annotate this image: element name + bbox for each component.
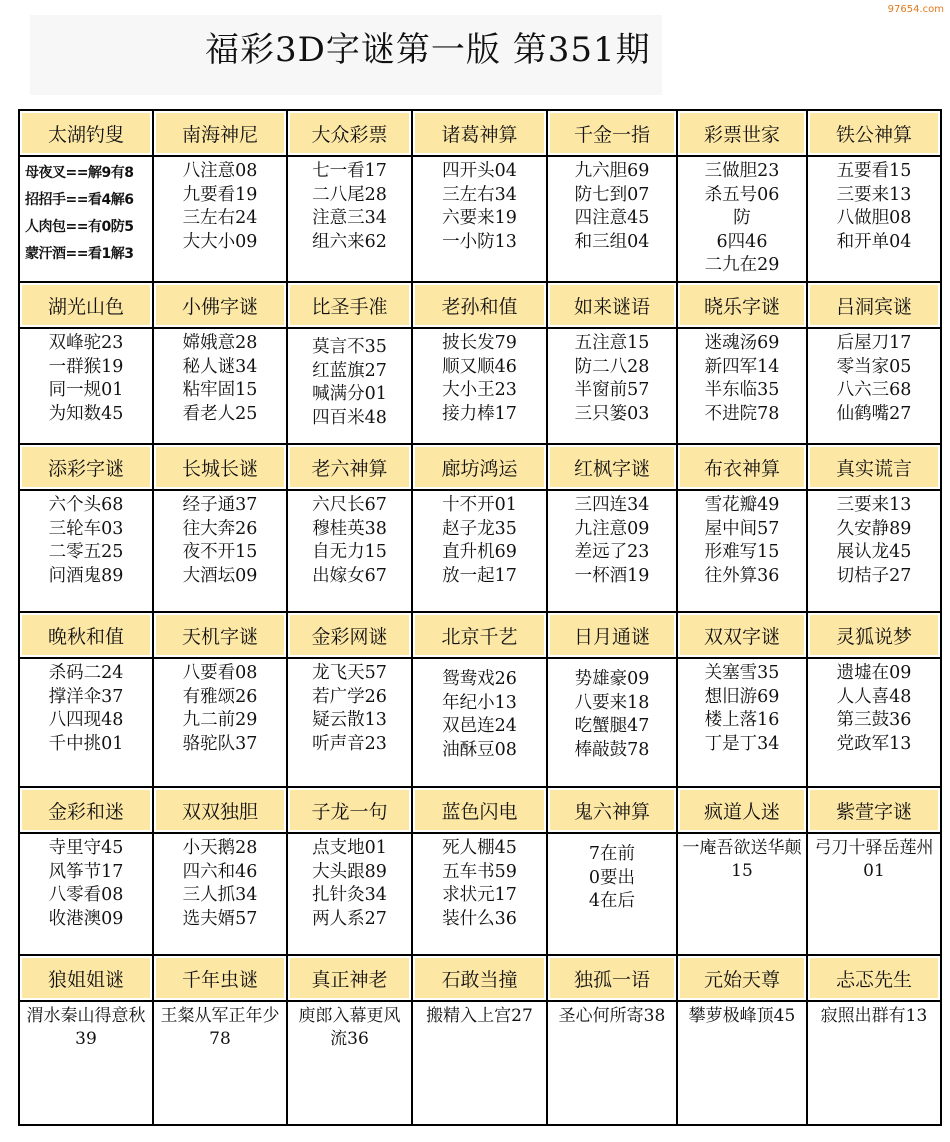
riddle-cell	[807, 1001, 941, 1125]
riddle-line: 五注意15	[574, 333, 650, 353]
riddle-line: 为知数45	[48, 403, 124, 424]
column-header-label: 蓝色闪电	[415, 790, 544, 830]
column-header-cell	[547, 282, 677, 328]
content-row	[19, 1001, 941, 1125]
column-header-cell	[677, 282, 807, 328]
column-header-cell	[153, 955, 287, 1001]
riddle-cell	[412, 156, 547, 282]
column-header-cell	[547, 612, 677, 658]
riddle-line: 风筝节17	[48, 861, 124, 882]
riddle-line: 半窗前57	[574, 380, 650, 400]
column-header-label: 真实谎言	[810, 447, 938, 487]
riddle-line: 疑云散13	[312, 710, 387, 730]
riddle-line: 八做胆08	[836, 208, 912, 228]
riddle-line: 粘牢固15	[182, 380, 258, 400]
riddle-cell	[807, 833, 941, 955]
column-header-label: 天机字谜	[156, 615, 284, 655]
column-header-cell	[412, 787, 547, 833]
column-header-label: 金彩网谜	[290, 615, 409, 655]
column-header-label: 紫萱字谜	[810, 790, 938, 830]
riddle-line: 六个头68	[48, 495, 124, 515]
riddle-line: 蒙汗酒==看1解3	[25, 246, 134, 262]
riddle-line: 大大小09	[182, 231, 258, 252]
column-header-cell	[807, 612, 941, 658]
riddle-line: 三左右24	[182, 208, 258, 228]
riddle-line: 新四军14	[704, 356, 780, 377]
riddle-line: 一杯酒19	[574, 565, 650, 586]
riddle-line: 往大奔26	[182, 518, 258, 539]
riddle-line: 一小防13	[442, 231, 517, 252]
header-row	[19, 612, 941, 658]
riddle-line: 防二八28	[574, 356, 650, 377]
header-row	[19, 282, 941, 328]
riddle-line: 双峰驼23	[48, 333, 124, 353]
riddle-line: 有雅颂26	[182, 686, 258, 707]
riddle-line: 双邑连24	[442, 716, 517, 736]
riddle-line: 棒敲鼓78	[574, 739, 650, 760]
riddle-line: 问酒鬼89	[48, 565, 124, 586]
column-header-label: 布衣神算	[680, 447, 804, 487]
column-header-label: 红枫字谜	[550, 447, 674, 487]
riddle-line: 夜不开15	[182, 542, 258, 562]
column-header-cell	[677, 110, 807, 156]
content-row	[19, 328, 941, 444]
content-row	[19, 490, 941, 612]
riddle-line: 和开单04	[836, 231, 912, 252]
column-header-cell	[287, 282, 412, 328]
column-header-cell	[412, 444, 547, 490]
column-header-label: 如来谜语	[550, 285, 674, 325]
column-header-cell	[19, 110, 153, 156]
column-header-label: 晚秋和值	[22, 615, 150, 655]
column-header-label: 千金一指	[550, 113, 674, 153]
riddle-cell	[547, 156, 677, 282]
column-header-label: 小佛字谜	[156, 285, 284, 325]
riddle-line: 二零五25	[48, 542, 124, 562]
riddle-line: 六尺长67	[312, 495, 387, 515]
riddle-line: 鸳鸯戏26	[442, 669, 517, 689]
riddle-line: 五要看15	[836, 161, 912, 181]
riddle-line: 组六来62	[312, 231, 387, 252]
riddle-line: 零当家05	[836, 356, 912, 377]
column-header-label: 添彩字谜	[22, 447, 150, 487]
riddle-line: 莫言不35	[312, 337, 387, 357]
riddle-line: 三左右34	[442, 184, 517, 205]
column-header-cell	[153, 444, 287, 490]
riddle-cell	[153, 1001, 287, 1125]
column-header-label: 元始天尊	[680, 958, 804, 998]
riddle-cell	[412, 1001, 547, 1125]
column-header-cell	[19, 282, 153, 328]
column-header-cell	[287, 444, 412, 490]
riddle-line: 八要来18	[574, 692, 650, 713]
column-header-cell	[547, 444, 677, 490]
riddle-line: 赵子龙35	[442, 518, 517, 539]
header-row	[19, 787, 941, 833]
riddle-cell	[807, 328, 941, 444]
riddle-line: 三四连34	[574, 495, 650, 515]
riddle-line: 千中挑01	[48, 733, 124, 754]
column-header-label: 疯道人迷	[680, 790, 804, 830]
riddle-cell	[19, 833, 153, 955]
riddle-line: 穆桂英38	[312, 518, 387, 539]
column-header-cell	[19, 787, 153, 833]
column-header-label: 太湖钓叟	[22, 113, 150, 153]
riddle-line: 三轮车03	[48, 518, 124, 539]
riddle-cell	[287, 156, 412, 282]
riddle-cell	[153, 156, 287, 282]
riddle-line: 求状元17	[442, 885, 517, 905]
riddle-line: 放一起17	[442, 565, 517, 586]
column-header-label: 长城长谜	[156, 447, 284, 487]
column-header-label: 真正神老	[290, 958, 409, 998]
riddle-line: 经子通37	[182, 495, 258, 515]
column-header-cell	[287, 110, 412, 156]
riddle-cell	[19, 1001, 153, 1125]
riddle-line: 大头跟89	[312, 861, 387, 882]
riddle-line: 披长发79	[442, 333, 517, 353]
riddle-line: 屋中间57	[704, 518, 780, 539]
column-header-cell	[677, 444, 807, 490]
column-header-cell	[412, 282, 547, 328]
column-header-cell	[19, 955, 153, 1001]
column-header-label: 千年虫谜	[156, 958, 284, 998]
riddle-cell	[677, 328, 807, 444]
riddle-line: 看老人25	[182, 403, 258, 424]
riddle-line: 年纪小13	[442, 692, 517, 713]
column-header-cell	[547, 110, 677, 156]
riddle-line: 寂照出群有13	[820, 1006, 928, 1026]
riddle-cell	[412, 658, 547, 787]
column-header-cell	[19, 612, 153, 658]
riddle-cell	[412, 328, 547, 444]
riddle-cell	[807, 156, 941, 282]
header-row	[19, 110, 941, 156]
riddle-cell	[807, 658, 941, 787]
page-title: 福彩3D字谜第一版 第351期	[205, 30, 651, 70]
riddle-line: 龙飞天57	[312, 663, 387, 683]
column-header-label: 双双字谜	[680, 615, 804, 655]
riddle-line: 党政军13	[836, 733, 912, 754]
column-header-label: 晓乐字谜	[680, 285, 804, 325]
riddle-cell	[547, 833, 677, 955]
riddle-line: 往外算36	[704, 565, 780, 586]
content-row	[19, 833, 941, 955]
riddle-line: 三做胆23	[704, 161, 780, 181]
column-header-label: 比圣手准	[290, 285, 409, 325]
riddle-cell	[19, 658, 153, 787]
column-header-label: 忐忑先生	[810, 958, 938, 998]
riddle-line: 两人系27	[312, 908, 387, 929]
riddle-line: 喊满分01	[312, 384, 387, 404]
riddle-line: 4在后	[588, 891, 636, 911]
riddle-line: 直升机69	[442, 542, 517, 562]
riddle-cell	[807, 490, 941, 612]
riddle-cell	[19, 490, 153, 612]
riddle-line: 楼上落16	[704, 710, 780, 730]
column-header-cell	[412, 110, 547, 156]
riddle-line: 八四现48	[48, 710, 124, 730]
riddle-line: 九六胆69	[574, 161, 650, 181]
riddle-line: 后屋刀17	[836, 333, 912, 353]
riddle-line: 0要出	[588, 867, 636, 888]
column-header-cell	[807, 444, 941, 490]
riddle-line: 母夜叉==解9有8	[25, 165, 134, 181]
riddle-cell	[547, 1001, 677, 1125]
column-header-label: 双双独胆	[156, 790, 284, 830]
column-header-cell	[287, 955, 412, 1001]
riddle-line: 半东临35	[704, 380, 780, 400]
riddle-line: 油酥豆08	[442, 739, 517, 760]
riddle-line: 防七到07	[574, 184, 650, 205]
column-header-cell	[287, 612, 412, 658]
riddle-line: 7在前	[588, 844, 636, 864]
riddle-line: 寺里守45	[48, 838, 124, 858]
column-header-cell	[153, 282, 287, 328]
column-header-label: 铁公神算	[810, 113, 938, 153]
riddle-line: 装什么36	[442, 908, 517, 929]
riddle-line: 接力棒17	[442, 403, 517, 424]
riddle-cell	[677, 833, 807, 955]
riddle-line: 骆驼队37	[182, 733, 258, 754]
column-header-cell	[19, 444, 153, 490]
riddle-line: 三要来13	[836, 495, 912, 515]
riddle-line: 小天鹅28	[182, 838, 258, 858]
riddle-line: 七一看17	[312, 161, 387, 181]
riddle-cell	[287, 833, 412, 955]
riddle-cell	[19, 328, 153, 444]
riddle-cell	[287, 1001, 412, 1125]
riddle-line: 撑洋伞37	[48, 686, 124, 707]
riddle-line: 大小王23	[442, 380, 517, 400]
riddle-line: 收港澳09	[48, 908, 124, 929]
riddle-line: 差远了23	[574, 542, 650, 562]
riddle-line: 九要看19	[182, 184, 258, 205]
riddle-cell	[153, 833, 287, 955]
riddle-line: 切桔子27	[836, 565, 912, 586]
header-row	[19, 444, 941, 490]
riddle-line: 久安静89	[836, 518, 912, 539]
column-header-cell	[547, 787, 677, 833]
riddle-line: 二九在29	[704, 255, 780, 275]
riddle-line: 招招手==看4解6	[25, 192, 134, 208]
column-header-cell	[153, 787, 287, 833]
column-header-cell	[677, 787, 807, 833]
riddle-table	[18, 109, 942, 1126]
column-header-label: 诸葛神算	[415, 113, 544, 153]
riddle-line: 形难写15	[704, 542, 780, 562]
column-header-label: 彩票世家	[680, 113, 804, 153]
riddle-line: 三人抓34	[182, 885, 258, 905]
riddle-cell	[287, 658, 412, 787]
riddle-line: 攀萝极峰顶45	[688, 1006, 796, 1026]
riddle-line: 八要看08	[182, 663, 258, 683]
riddle-cell	[287, 490, 412, 612]
column-header-label: 南海神尼	[156, 113, 284, 153]
column-header-cell	[412, 955, 547, 1001]
riddle-line: 三要来13	[836, 184, 912, 205]
riddle-line: 八注意08	[182, 161, 258, 181]
riddle-line: 圣心何所寄38	[558, 1006, 666, 1026]
riddle-cell	[153, 328, 287, 444]
riddle-line: 想旧游69	[704, 686, 780, 707]
column-header-label: 廊坊鸿运	[415, 447, 544, 487]
riddle-line: 八六三68	[836, 380, 912, 400]
riddle-line: 二八尾28	[312, 184, 387, 205]
riddle-line: 杀码二24	[48, 663, 124, 683]
column-header-label: 老孙和值	[415, 285, 544, 325]
header-row	[19, 955, 941, 1001]
riddle-line: 秘人谜34	[182, 356, 258, 377]
riddle-line: 四百米48	[312, 407, 387, 428]
riddle-cell	[412, 490, 547, 612]
column-header-label: 鬼六神算	[550, 790, 674, 830]
riddle-line: 一群猴19	[48, 356, 124, 377]
riddle-cell	[287, 328, 412, 444]
riddle-line: 六要来19	[442, 208, 517, 228]
riddle-cell	[153, 490, 287, 612]
riddle-line: 6四46	[716, 231, 768, 252]
riddle-line: 四注意45	[574, 208, 650, 228]
riddle-line: 九注意09	[574, 518, 650, 539]
column-header-label: 金彩和迷	[22, 790, 150, 830]
riddle-line: 和三组04	[574, 231, 650, 252]
riddle-cell	[677, 1001, 807, 1125]
riddle-line: 八零看08	[48, 885, 124, 905]
riddle-line: 庾郎入幕更风流36	[298, 1006, 401, 1049]
column-header-cell	[153, 612, 287, 658]
riddle-cell	[677, 490, 807, 612]
riddle-line: 迷魂汤69	[704, 333, 780, 353]
column-header-cell	[807, 110, 941, 156]
column-header-cell	[287, 787, 412, 833]
column-header-cell	[807, 955, 941, 1001]
column-header-label: 日月通谜	[550, 615, 674, 655]
riddle-line: 搬精入上宫27	[426, 1006, 533, 1026]
riddle-line: 注意三34	[312, 208, 387, 228]
content-row	[19, 156, 941, 282]
column-header-cell	[677, 955, 807, 1001]
riddle-line: 顺又顺46	[442, 356, 517, 377]
riddle-cell	[547, 328, 677, 444]
riddle-line: 十不开01	[442, 495, 517, 515]
column-header-cell	[807, 787, 941, 833]
riddle-line: 杀五号06	[704, 184, 780, 205]
site-watermark: 97654.com	[887, 4, 944, 15]
riddle-line: 同一规01	[48, 380, 124, 400]
riddle-line: 人人喜48	[836, 686, 912, 707]
riddle-line: 王粲从军正年少78	[160, 1006, 280, 1049]
riddle-line: 四六和46	[182, 861, 258, 882]
column-header-label: 独孤一语	[550, 958, 674, 998]
riddle-line: 三只篓03	[574, 403, 650, 424]
riddle-line: 人肉包==有0防5	[25, 219, 134, 235]
riddle-cell	[19, 156, 153, 282]
riddle-line: 遗墟在09	[836, 663, 912, 683]
riddle-cell	[547, 490, 677, 612]
riddle-cell	[677, 658, 807, 787]
riddle-cell	[412, 833, 547, 955]
riddle-line: 一庵吾欲送华颠15	[682, 838, 802, 881]
riddle-line: 出嫁女67	[312, 565, 387, 586]
riddle-line: 弓刀十驿岳莲州01	[814, 838, 934, 881]
riddle-line: 势雄豪09	[574, 669, 650, 689]
riddle-line: 自无力15	[312, 542, 387, 562]
riddle-line: 嫦娥意28	[182, 333, 258, 353]
riddle-line: 扎针灸34	[312, 885, 387, 905]
column-header-label: 吕洞宾谜	[810, 285, 938, 325]
riddle-line: 死人棚45	[442, 838, 517, 858]
riddle-cell	[547, 658, 677, 787]
riddle-line: 丁是丁34	[704, 733, 780, 754]
riddle-line: 点支地01	[312, 838, 387, 858]
riddle-line: 大酒坛09	[182, 565, 258, 586]
column-header-label: 狼姐姐谜	[22, 958, 150, 998]
column-header-label: 子龙一句	[290, 790, 409, 830]
column-header-cell	[153, 110, 287, 156]
riddle-line: 九二前29	[182, 710, 258, 730]
column-header-cell	[547, 955, 677, 1001]
riddle-line: 红蓝旗27	[312, 360, 387, 381]
column-header-label: 石敢当撞	[415, 958, 544, 998]
riddle-line: 吃蟹腿47	[574, 716, 650, 736]
riddle-line: 渭水秦山得意秋39	[26, 1006, 146, 1049]
riddle-line: 不进院78	[704, 403, 780, 424]
riddle-line: 听声音23	[312, 733, 387, 754]
riddle-line: 第三鼓36	[836, 710, 912, 730]
riddle-line: 展认龙45	[836, 542, 912, 562]
column-header-label: 大众彩票	[290, 113, 409, 153]
riddle-line: 选夫婿57	[182, 908, 258, 929]
riddle-line: 若广学26	[312, 686, 387, 707]
riddle-line: 关塞雪35	[704, 663, 780, 683]
riddle-cell	[153, 658, 287, 787]
column-header-label: 灵狐说梦	[810, 615, 938, 655]
riddle-line: 五车书59	[442, 861, 517, 882]
riddle-line: 四开头04	[442, 161, 517, 181]
column-header-label: 北京千艺	[415, 615, 544, 655]
riddle-line: 雪花瓣49	[704, 495, 780, 515]
column-header-label: 老六神算	[290, 447, 409, 487]
riddle-cell	[677, 156, 807, 282]
content-row	[19, 658, 941, 787]
riddle-line: 仙鹤嘴27	[836, 403, 912, 424]
riddle-line: 防	[733, 208, 751, 228]
column-header-cell	[412, 612, 547, 658]
column-header-cell	[677, 612, 807, 658]
column-header-cell	[807, 282, 941, 328]
column-header-label: 湖光山色	[22, 285, 150, 325]
